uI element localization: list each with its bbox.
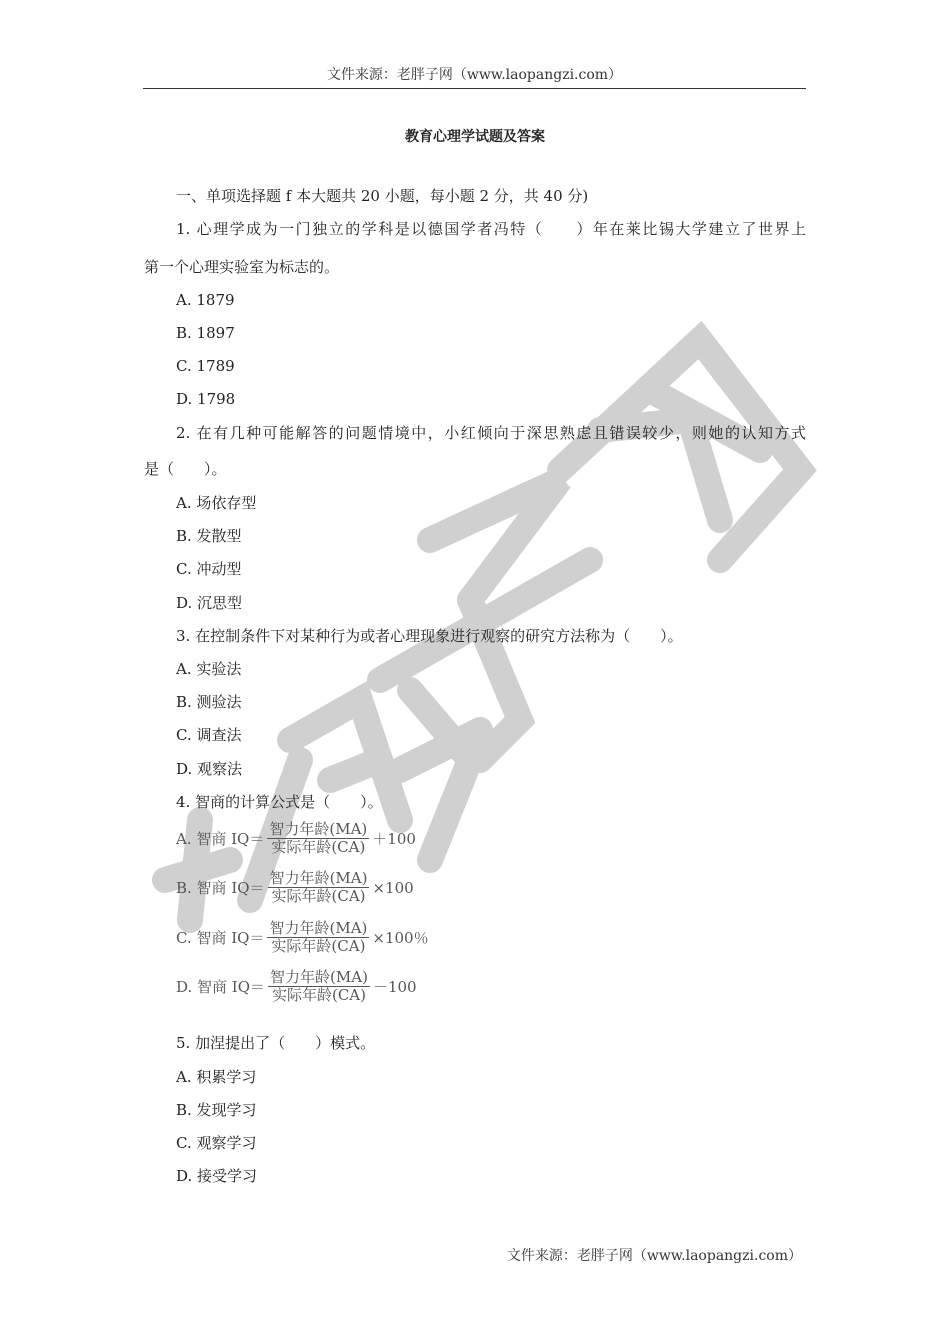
formula-prefix: C. 智商 IQ＝ — [176, 929, 265, 947]
formula-suffix: －100 — [372, 978, 417, 996]
question-1-stem: 1. 心理学成为一门独立的学科是以德国学者冯特（ ）年在莱比锡大学建立了世界上 — [176, 220, 806, 238]
formula-fraction — [268, 969, 370, 1004]
question-5-option-b: B. 发现学习 — [176, 1101, 257, 1119]
formula-fraction — [267, 920, 369, 955]
question-2-option-c: C. 冲动型 — [176, 560, 242, 578]
question-4-stem: 4. 智商的计算公式是（ ）。 — [176, 793, 383, 811]
page-footer: 文件来源：老胖子网（www.laopangzi.com） — [506, 1248, 802, 1264]
formula-fraction — [267, 821, 369, 856]
document-title: 教育心理学试题及答案 — [405, 129, 545, 145]
formula-denominator: 实际年龄(CA) — [271, 986, 366, 1004]
formula-prefix: B. 智商 IQ＝ — [176, 879, 265, 897]
question-4-option-d — [176, 969, 417, 1004]
formula-numerator: 智力年龄(MA) — [269, 820, 368, 838]
question-4-option-a — [176, 821, 416, 856]
formula-prefix: A. 智商 IQ＝ — [176, 830, 265, 848]
formula-prefix: D. 智商 IQ＝ — [176, 978, 266, 996]
page-header: 文件来源：老胖子网（www.laopangzi.com） — [143, 62, 806, 89]
question-5-option-a: A. 积累学习 — [176, 1068, 257, 1086]
section-heading: 一、单项选择题 f 本大题共 20 小题，每小题 2 分，共 40 分) — [176, 187, 589, 205]
question-3-option-d: D. 观察法 — [176, 760, 243, 778]
question-1-stem-cont: 第一个心理实验室为标志的。 — [144, 258, 340, 276]
question-2-option-d: D. 沉思型 — [176, 594, 243, 612]
question-2-stem: 2. 在有几种可能解答的问题情境中，小红倾向于深思熟虑且错误较少，则她的认知方式 — [176, 424, 806, 442]
question-5-option-c: C. 观察学习 — [176, 1134, 257, 1152]
question-4-option-b — [176, 870, 414, 905]
formula-suffix: ×100％ — [372, 929, 429, 947]
question-1-option-d: D. 1798 — [176, 390, 236, 408]
question-3-option-b: B. 测验法 — [176, 693, 242, 711]
question-2-stem-cont: 是（ ）。 — [144, 460, 227, 478]
question-5-option-d: D. 接受学习 — [176, 1167, 258, 1185]
formula-numerator: 智力年龄(MA) — [269, 869, 368, 887]
question-3-stem: 3. 在控制条件下对某种行为或者心理现象进行观察的研究方法称为（ ）。 — [176, 627, 683, 645]
question-2-option-b: B. 发散型 — [176, 527, 242, 545]
question-1-option-c: C. 1789 — [176, 357, 235, 375]
formula-numerator: 智力年龄(MA) — [270, 968, 368, 986]
formula-denominator: 实际年龄(CA) — [271, 937, 366, 955]
question-3-option-a: A. 实验法 — [176, 660, 242, 678]
question-4-option-c — [176, 920, 429, 955]
question-5-stem: 5. 加涅提出了（ ）模式。 — [176, 1034, 376, 1052]
formula-suffix: ×100 — [372, 878, 414, 897]
question-1-option-b: B. 1897 — [176, 324, 235, 342]
question-1-option-a: A. 1879 — [176, 291, 235, 309]
formula-fraction — [268, 870, 370, 905]
formula-suffix: ＋100 — [372, 830, 416, 848]
formula-denominator: 实际年龄(CA) — [271, 838, 366, 856]
question-2-option-a: A. 场依存型 — [176, 494, 257, 512]
formula-numerator: 智力年龄(MA) — [269, 919, 368, 937]
question-3-option-c: C. 调查法 — [176, 726, 242, 744]
formula-denominator: 实际年龄(CA) — [271, 887, 366, 905]
